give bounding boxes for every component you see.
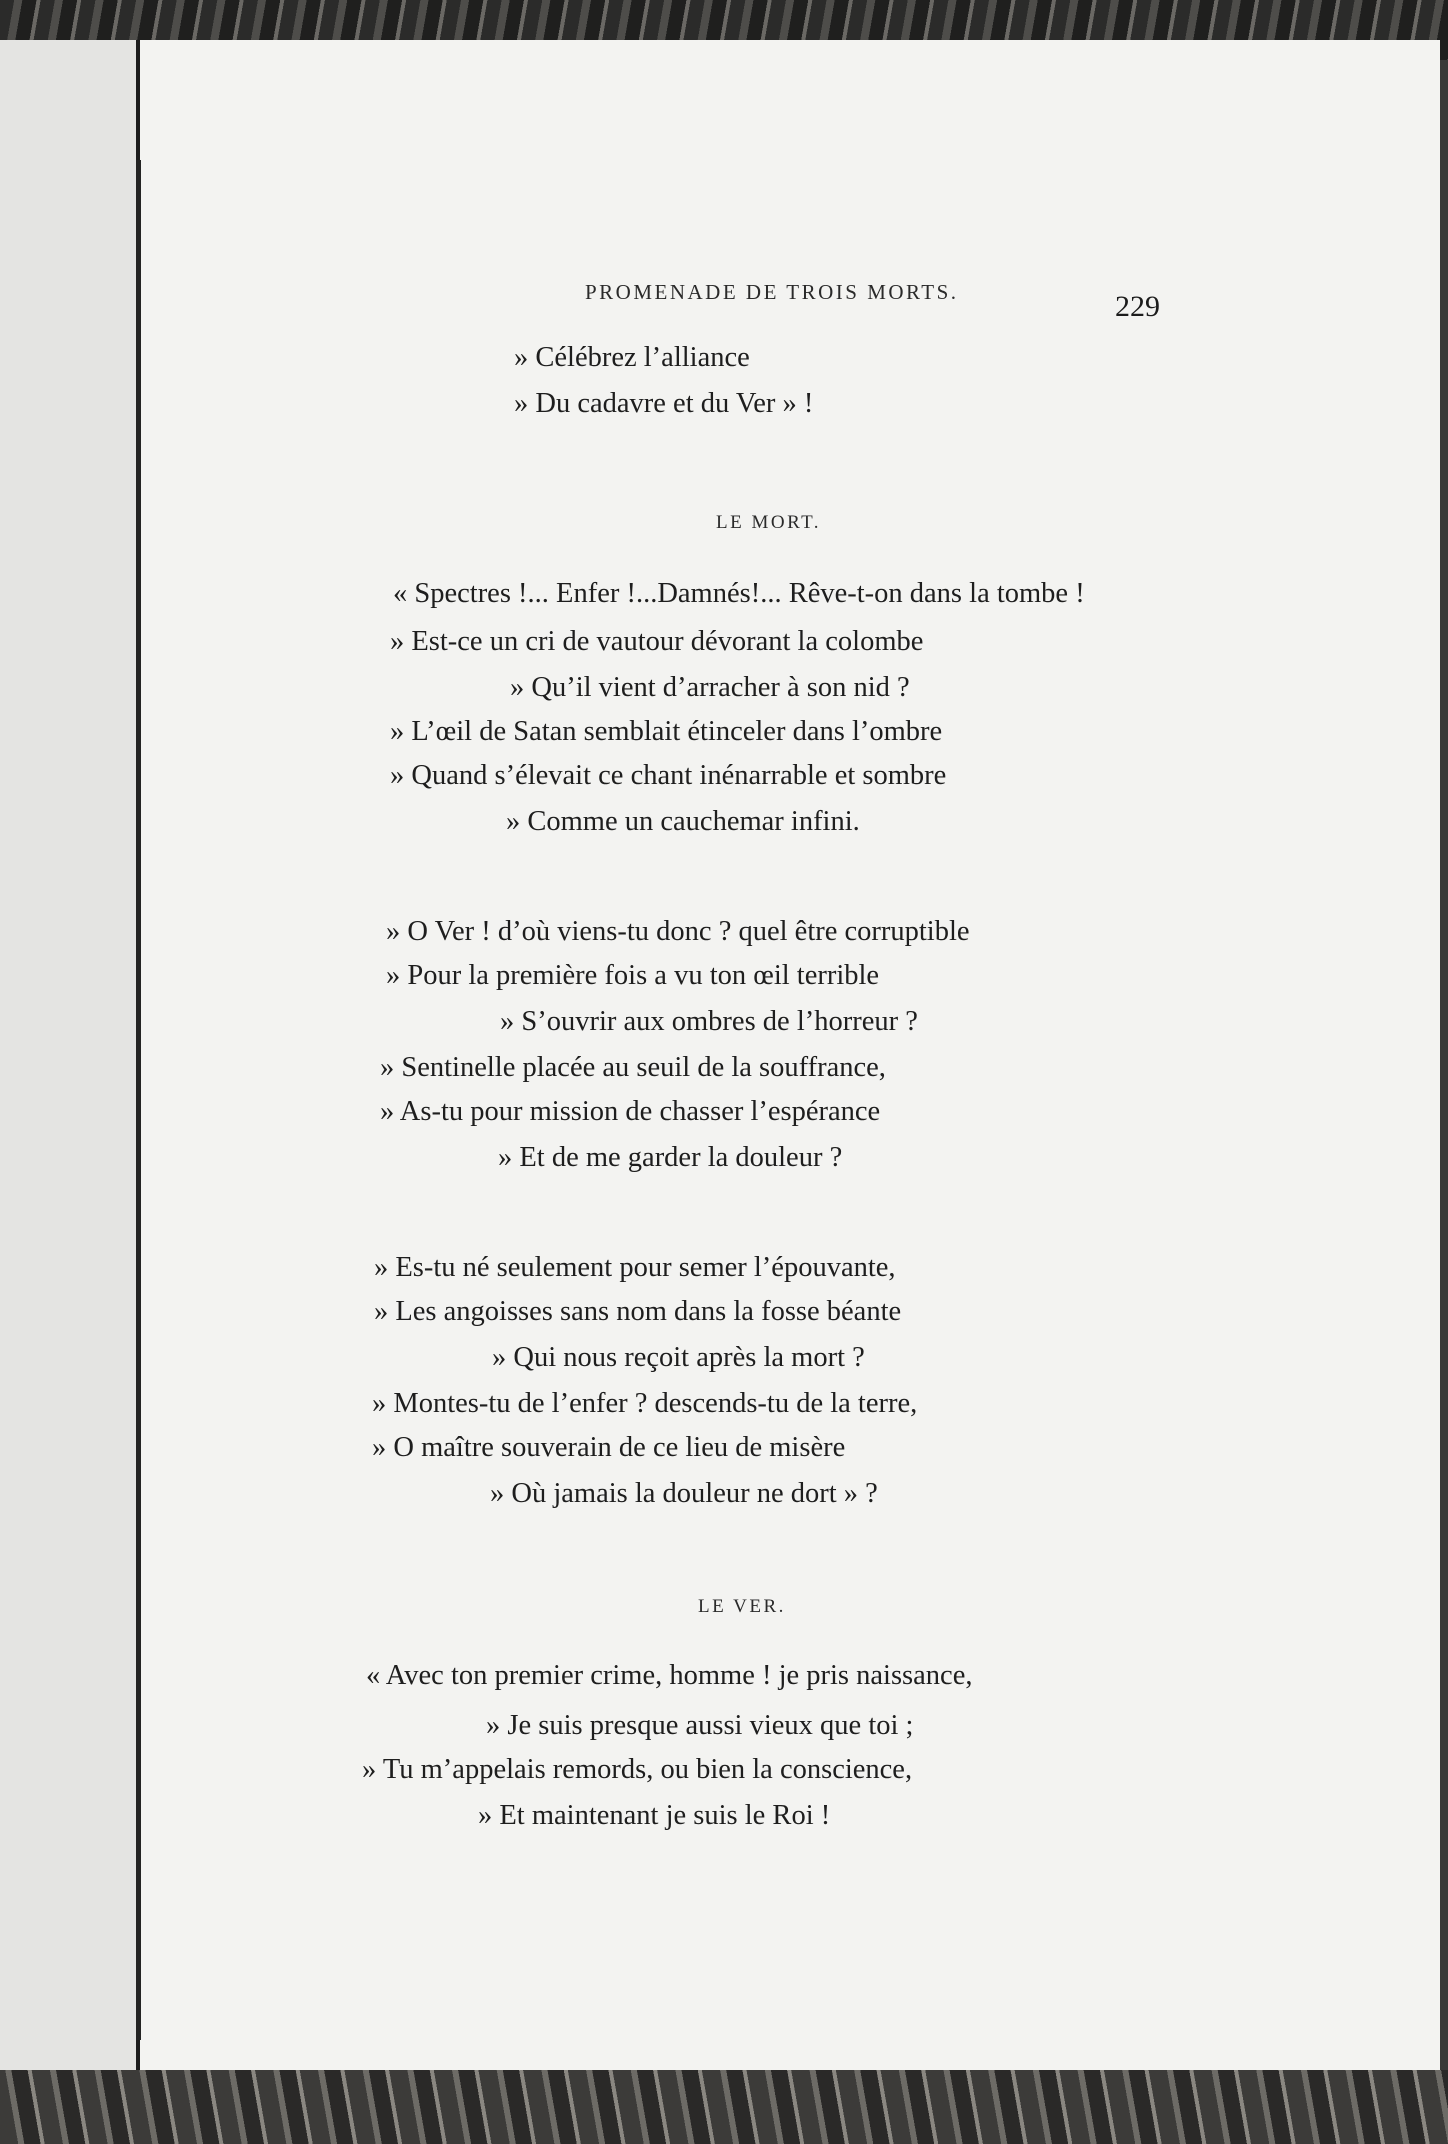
verse-line: » Montes-tu de l’enfer ? descends-tu de la terre, — [372, 1388, 918, 1419]
verse-line: » Tu m’appelais remords, ou bien la conscience, — [362, 1754, 913, 1785]
verse-line: » L’œil de Satan semblait étinceler dans l’ombre — [390, 716, 943, 747]
binding-bottom-strip — [0, 2070, 1448, 2144]
verse-line: » Du cadavre et du Ver » ! — [514, 388, 814, 419]
verse-line: » Comme un cauchemar infini. — [506, 806, 860, 837]
verse-line: » S’ouvrir aux ombres de l’horreur ? — [500, 1006, 918, 1037]
page-number: 229 — [1115, 290, 1160, 323]
verse-line: » Qu’il vient d’arracher à son nid ? — [510, 672, 910, 703]
verse-line: » Où jamais la douleur ne dort » ? — [490, 1478, 878, 1509]
verse-line: » Célébrez l’alliance — [514, 342, 750, 373]
verse-line: » O maître souverain de ce lieu de misère — [372, 1432, 846, 1463]
verse-line: » Es-tu né seulement pour semer l’épouvante, — [374, 1252, 896, 1283]
speaker-heading-mort: LE MORT. — [716, 512, 822, 533]
verse-line: » Et de me garder la douleur ? — [498, 1142, 843, 1173]
verse-line: » Quand s’élevait ce chant inénarrable et sombre — [390, 760, 947, 791]
verse-line: » Et maintenant je suis le Roi ! — [478, 1800, 831, 1831]
verse-line: » Les angoisses sans nom dans la fosse béante — [374, 1296, 902, 1327]
verse-line: « Avec ton premier crime, homme ! je pris naissance, — [366, 1660, 973, 1691]
verse-line: » Sentinelle placée au seuil de la souffrance, — [380, 1052, 886, 1083]
verse-line: » O Ver ! d’où viens-tu donc ? quel être corruptible — [386, 916, 970, 947]
running-title: PROMENADE DE TROIS MORTS. — [585, 280, 959, 304]
verse-line: » Je suis presque aussi vieux que toi ; — [486, 1710, 914, 1741]
verse-line: » As-tu pour mission de chasser l’espérance — [380, 1096, 881, 1127]
speaker-heading-ver: LE VER. — [698, 1596, 786, 1617]
verse-line: » Est-ce un cri de vautour dévorant la colombe — [390, 626, 924, 657]
verse-line: » Qui nous reçoit après la mort ? — [492, 1342, 865, 1373]
verse-line: « Spectres !... Enfer !...Damnés!... Rêve-t-on dans la tombe ! — [393, 578, 1085, 609]
page-gutter-shadow — [136, 160, 141, 2040]
verse-line: » Pour la première fois a vu ton œil terrible — [386, 960, 880, 991]
